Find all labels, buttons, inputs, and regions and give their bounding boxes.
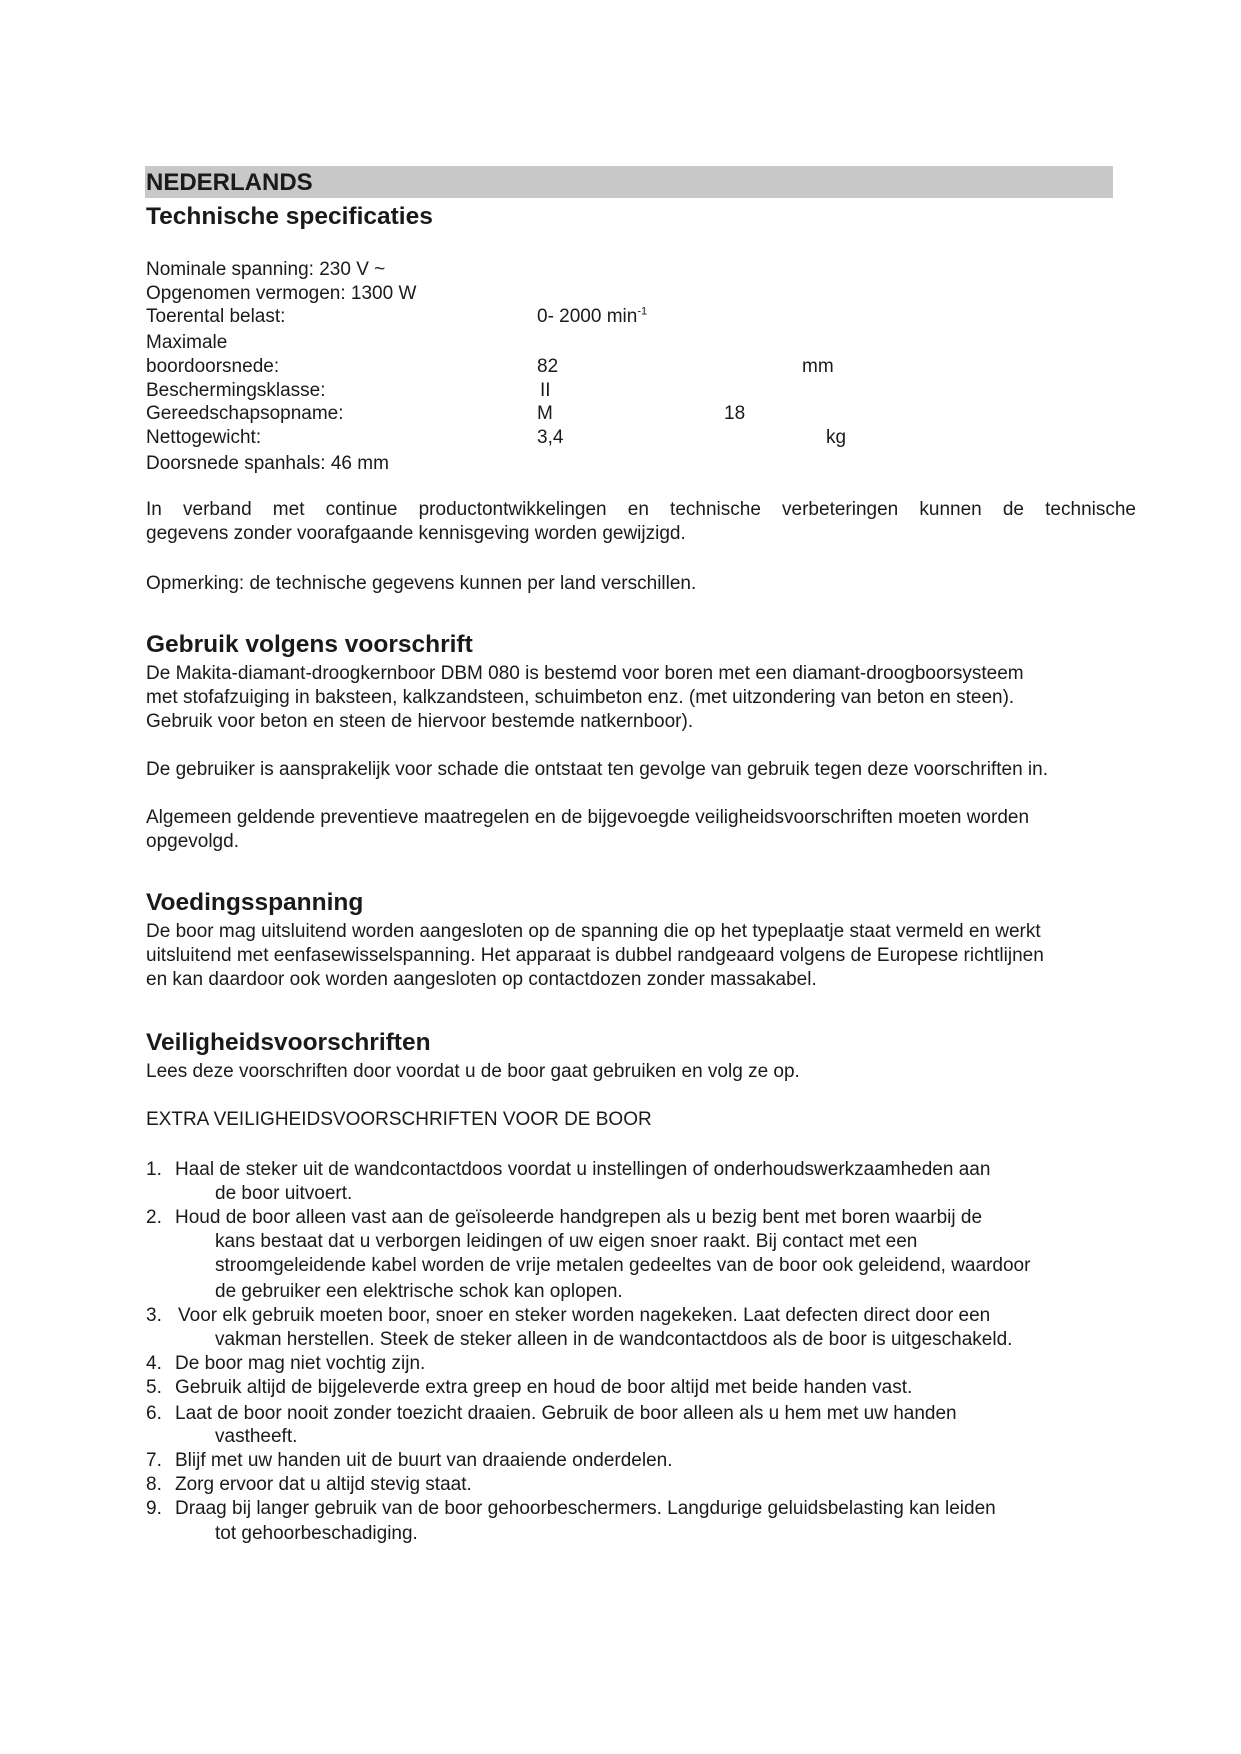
list-item-number: 1. [146, 1159, 162, 1180]
paragraph-line: In verband met continue productontwikkelingen en technische verbeteringen kunnen de technische [146, 499, 1136, 520]
list-item-text: Draag bij langer gebruik van de boor gehoorbeschermers. Langdurige geluidsbelasting kan leiden [175, 1498, 996, 1519]
list-item-number: 5. [146, 1377, 162, 1398]
list-item-continuation: vakman herstellen. Steek de steker alleen in de wandcontactdoos als de boor is uitgeschakeld. [215, 1329, 1013, 1350]
spec-value-tool-holder: M [537, 403, 553, 424]
list-item [146, 1304, 990, 1328]
list-item [146, 1473, 472, 1497]
list-item-text: Voor elk gebruik moeten boor, snoer en steker worden nagekeken. Laat defecten direct door een [178, 1305, 991, 1326]
tech-note-paragraph [146, 498, 1136, 546]
spec-label: Nettogewicht: [146, 427, 262, 448]
usage-line-1: De Makita-diamant-droogkernboor DBM 080 is bestemd voor boren met een diamant-droogboorsysteem [146, 663, 1024, 684]
list-item-number: 6. [146, 1403, 162, 1424]
power-heading: Voedingsspanning [146, 889, 364, 916]
usage-line-2: met stofafzuiging in baksteen, kalkzandsteen, schuimbeton enz. (met uitzondering van beton en steen). [146, 687, 1015, 708]
list-item-continuation: vastheeft. [215, 1426, 298, 1447]
list-item [146, 1376, 912, 1400]
spec-label: Toerental belast: [146, 306, 286, 327]
list-item-number: 2. [146, 1207, 162, 1228]
power-line-2: uitsluitend met eenfasewisselspanning. Het apparaat is dubbel randgeaard volgens de Europese richtlijnen [146, 945, 1044, 966]
power-line-3: en kan daardoor ook worden aangesloten op contactdozen zonder massakabel. [146, 969, 817, 990]
power-line-1: De boor mag uitsluitend worden aangesloten op de spanning die op het typeplaatje staat vermeld en werkt [146, 921, 1041, 942]
spec-value-diameter: 82 [537, 356, 559, 377]
spec-label: Doorsnede spanhals: [146, 453, 326, 474]
list-item [146, 1158, 990, 1182]
list-item-continuation: stroomgeleidende kabel worden de vrije metalen gedeeltes van de boor ook geleidend, waardoor [215, 1255, 1031, 1276]
list-item-number: 9. [146, 1498, 162, 1519]
spec-label: Opgenomen vermogen: [146, 283, 346, 304]
language-title: NEDERLANDS [146, 169, 313, 196]
spec-label: Maximale [146, 332, 228, 353]
safety-intro: Lees deze voorschriften door voordat u de boor gaat gebruiken en volg ze op. [146, 1061, 800, 1082]
list-item [146, 1352, 425, 1376]
spec-row-neck [146, 452, 389, 476]
spec-label: Nominale spanning: [146, 259, 314, 280]
list-item-text: Zorg ervoor dat u altijd stevig staat. [175, 1474, 472, 1495]
list-item [146, 1206, 982, 1230]
spec-row-tool-holder [146, 402, 344, 426]
list-item-number: 8. [146, 1474, 162, 1495]
safety-heading: Veiligheidsvoorschriften [146, 1029, 431, 1056]
spec-label: Gereedschapsopname: [146, 403, 344, 424]
list-item-number: 3. [146, 1305, 162, 1326]
list-item-continuation: tot gehoorbeschadiging. [215, 1523, 418, 1544]
list-item-text: Gebruik altijd de bijgeleverde extra greep en houd de boor altijd met beide handen vast. [175, 1377, 913, 1398]
tech-remark: Opmerking: de technische gegevens kunnen per land verschillen. [146, 573, 697, 594]
spec-row-protection [146, 379, 326, 403]
usage-liability: De gebruiker is aansprakelijk voor schade die ontstaat ten gevolge van gebruik tegen deze voorschriften in. [146, 759, 1048, 780]
safety-extra-heading: EXTRA VEILIGHEIDSVOORSCHRIFTEN VOOR DE BOOR [146, 1109, 652, 1130]
spec-label: boordoorsnede: [146, 356, 280, 377]
list-item [146, 1402, 957, 1426]
spec-row-max-label [146, 331, 227, 355]
spec-row-speed [146, 305, 285, 329]
list-item-text: Haal de steker uit de wandcontactdoos voordat u instellingen of onderhoudswerkzaamheden aan [175, 1159, 991, 1180]
spec-row-diameter [146, 355, 279, 379]
spec-label: Beschermingsklasse: [146, 380, 326, 401]
list-item-text: De boor mag niet vochtig zijn. [175, 1353, 426, 1374]
list-item-text: Blijf met uw handen uit de buurt van draaiende onderdelen. [175, 1450, 673, 1471]
spec-value: 230 V ~ [319, 259, 386, 280]
spec-superscript: -1 [637, 305, 648, 318]
spec-value: 0- 2000 min [537, 306, 638, 327]
spec-row-weight [146, 426, 261, 450]
list-item-continuation: de boor uitvoert. [215, 1183, 353, 1204]
spec-value-protection: II [540, 380, 551, 401]
list-item-text: Houd de boor alleen vast aan de geïsoleerde handgrepen als u bezig bent met boren waarbij de [175, 1207, 983, 1228]
spec-row-voltage [146, 258, 385, 282]
spec-row-power [146, 282, 416, 306]
paragraph-line: gegevens zonder voorafgaande kennisgeving worden gewijzigd. [146, 523, 686, 544]
usage-general-line-1: Algemeen geldende preventieve maatregelen en de bijgevoegde veiligheidsvoorschriften moeten worden [146, 807, 1030, 828]
list-item [146, 1497, 996, 1521]
spec-value: 46 mm [330, 453, 389, 474]
spec-value-weight: 3,4 [537, 427, 564, 448]
usage-heading: Gebruik volgens voorschrift [146, 631, 473, 658]
list-item-number: 4. [146, 1353, 162, 1374]
list-item [146, 1449, 673, 1473]
spec-value-speed [537, 305, 647, 329]
spec-extra-tool-holder: 18 [724, 403, 746, 424]
spec-value: 1300 W [350, 283, 417, 304]
spec-unit-diameter: mm [802, 356, 834, 377]
list-item-continuation: kans bestaat dat u verborgen leidingen of uw eigen snoer raakt. Bij contact met een [215, 1231, 918, 1252]
spec-unit-weight: kg [826, 427, 847, 448]
list-item-continuation: de gebruiker een elektrische schok kan oplopen. [215, 1281, 623, 1302]
usage-line-3: Gebruik voor beton en steen de hiervoor bestemde natkernboor). [146, 711, 694, 732]
tech-specs-heading: Technische specificaties [146, 203, 433, 230]
usage-general-line-2: opgevolgd. [146, 831, 239, 852]
list-item-text: Laat de boor nooit zonder toezicht draaien. Gebruik de boor alleen als u hem met uw handen [175, 1403, 957, 1424]
list-item-number: 7. [146, 1450, 162, 1471]
